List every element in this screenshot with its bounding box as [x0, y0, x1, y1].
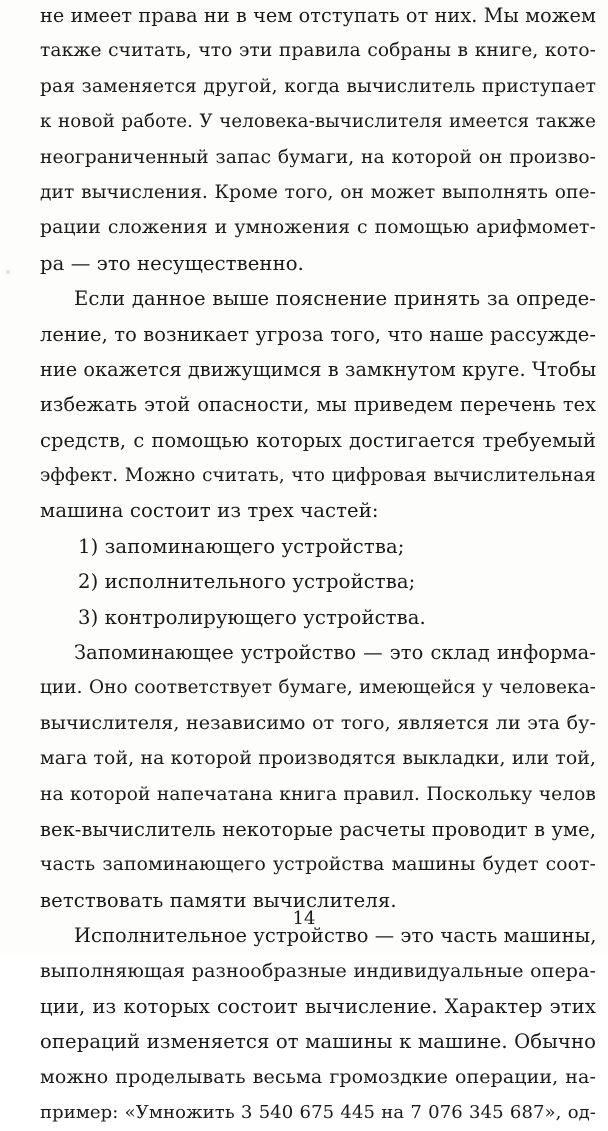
text-line: рая заменяется другой, когда вычислитель приступает — [40, 75, 596, 97]
text-line: ние окажется движущимся в замкнутом круге. Чтобы — [40, 357, 596, 381]
text-line: выполняющая разнообразные индивидуальные опера- — [40, 959, 596, 982]
text-line: также считать, что эти правила собраны в книге, кото- — [40, 40, 596, 62]
text-line: часть запоминающего устройства машины будет соот- — [40, 854, 596, 876]
text-line: не имеет права ни в чем отступать от них. Мы можем — [40, 4, 596, 27]
text-line: Исполнительное устройство — это часть машины, — [74, 924, 596, 948]
text-line: к новой работе. У человека-вычислителя имеется также — [40, 111, 596, 133]
scan-speck — [6, 270, 10, 274]
text-line: операций изменяется от машины к машине. Обычно — [40, 1030, 596, 1054]
text-line: эффект. Можно считать, что цифровая вычислительная — [40, 465, 596, 487]
text-line: можно проделывать весьма громоздкие операции, на- — [40, 1065, 596, 1088]
text-line: машина состоит из трех частей: — [40, 499, 379, 523]
text-line: Запоминающее устройство — это склад информа- — [74, 641, 596, 665]
list-item: 1) запоминающего устройства; — [78, 534, 405, 558]
text-line: ветствовать памяти вычислителя. — [40, 888, 397, 912]
body-text — [40, 0, 596, 1131]
page-number: 14 — [292, 908, 316, 929]
text-line: на которой напечатана книга правил. Поскольку челов — [40, 783, 596, 805]
list-item: 2) исполнительного устройства; — [78, 570, 416, 594]
text-line: век-вычислитель некоторые расчеты проводит в уме, — [40, 817, 596, 841]
text-line: вычислителя, независимо от того, является ли эта бу- — [40, 711, 596, 734]
text-line: неограниченный запас бумаги, на которой он произво- — [40, 146, 596, 168]
text-line: ра — это несущественно. — [40, 251, 304, 275]
text-line: рации сложения и умножения с помощью арифмомет- — [40, 217, 596, 239]
list-item: 3) контролирующего устройства. — [78, 605, 426, 629]
text-line: Если данное выше пояснение принять за опреде- — [74, 287, 596, 311]
text-line: пример: «Умножить 3 540 675 445 на 7 076 345 687», од- — [40, 1102, 596, 1124]
text-line: ции. Оно соответствует бумаге, имеющейся у человека- — [40, 677, 596, 699]
text-line: средств, с помощью которых достигается требуемый — [40, 428, 596, 452]
text-line: ции, из которых состоит вычисление. Характер этих — [40, 994, 596, 1018]
text-line: избежать этой опасности, мы приведем перечень тех — [40, 393, 596, 417]
text-line: дит вычисления. Кроме того, он может выполнять опе- — [40, 181, 596, 203]
text-line: ление, то возникает угроза того, что наше рассужде- — [40, 322, 596, 346]
text-line: мага той, на которой производятся выкладки, или той, — [40, 748, 596, 770]
